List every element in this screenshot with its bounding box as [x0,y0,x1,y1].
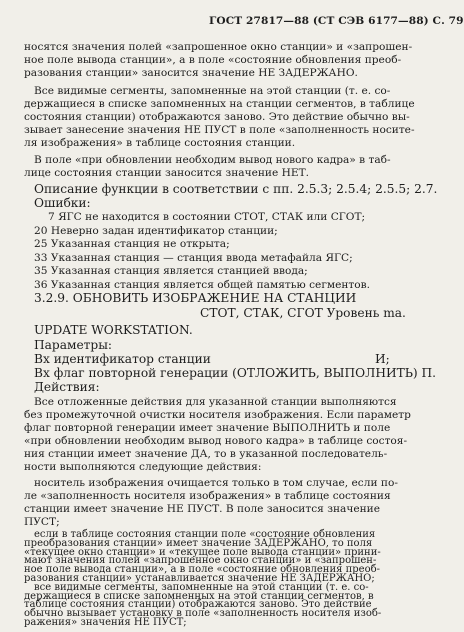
text-line: все видимые сегменты, запомненные на этой станции (т. е. со- [34,581,369,593]
text-line: ле «заполненность носителя изображения» в таблице состояния [24,490,391,502]
error-item: 20 Неверно задан идентификатор станции; [34,225,278,237]
text-line: Описание функции в соответствии с пп. 2.5.3; 2.5.4; 2.5.5; 2.7. [34,182,438,196]
text-line: обычно вызывает установку в поле «заполненность носителя изоб- [24,608,382,620]
text-line: «при обновлении необходим вывод нового кадра» в таблице состоя- [24,435,408,447]
text-line: мают значения полей «запрошенное окно станции» и «запрошен- [24,555,377,567]
text-line: В поле «при обновлении необходим вывод нового кадра» в таб- [34,154,391,166]
text-line: зывает занесение значения НЕ ПУСТ в поле «заполненность носите- [24,124,415,136]
error-item: 25 Указанная станция не открыта; [34,238,230,250]
text-line: ПУСТ; [24,516,60,528]
text-line: ности выполняются следующие действия: [24,461,262,473]
text-line: состояния станции) отображаются заново. Это действие обычно вы- [24,111,410,123]
parameter-line: Вх флаг повторной генерации (ОТЛОЖИТЬ, ВЫПОЛНИТЬ) П. [34,366,437,380]
section-states: СТОТ, СТАК, СГОТ Уровень ma. [200,306,406,320]
error-item: 35 Указанная станция является станцией ввода; [34,265,308,277]
text-line: флаг повторной генерации имеет значение ВЫПОЛНИТЬ и поле [24,422,391,434]
text-line: разования станции» устанавливается значение НЕ ЗАДЕРЖАНО; [24,573,375,584]
text-line: носятся значения полей «запрошенное окно станции» и «запрошен- [24,41,413,53]
text-line: если в таблице состояния станции поле «состояние обновления [34,529,376,540]
text-line: держащиеся в списке запомненных на станции сегментов, в таблице [24,98,415,110]
text-line: разования станции» заносится значение НЕ ЗАДЕРЖАНО. [24,67,358,79]
parameter-line: Вх идентификатор станции [34,352,211,366]
text-line: ное поле вывода станции», а в поле «состояние обновления преоб- [24,54,402,66]
text-line: без промежуточной очистки носителя изображения. Если параметр [24,409,411,421]
error-item: 36 Указанная станция является общей памятью сегментов. [34,279,371,291]
text-line: ля изображения» в таблице состояния станции. [24,137,296,149]
error-item: 7 ЯГС не находится в состоянии СТОТ, СТАК или СГОТ; [48,211,366,223]
section-heading: 3.2.9. ОБНОВИТЬ ИЗОБРАЖЕНИЕ НА СТАНЦИИ [34,291,357,305]
text-line: ния станции имеет значение ДА, то в указанной последователь- [24,448,388,460]
text-line: «текущее окно станции» и «текущее поле вывода станции» прини- [24,546,381,558]
parameter-type: И; [375,352,390,366]
error-item: 33 Указанная станция — станция ввода метафайла ЯГС; [34,252,353,264]
text-line: станции имеет значение НЕ ПУСТ. В поле заносится значение [24,503,381,515]
text-line: ное поле вывода станции», а в поле «состояние обновления преоб- [24,564,381,576]
text-line: держащиеся в списке запомненных на этой станции сегментов, в [24,590,374,602]
text-line: таблице состояния станции) отображаются заново. Это действие [24,599,372,611]
text-line: Ошибки: [34,196,91,210]
text-line: лице состояния станции заносится значение НЕТ. [24,167,310,179]
text-line: Действия: [34,380,100,394]
text-line: ражения» значения НЕ ПУСТ; [24,617,187,628]
section-heading-en: UPDATE WORKSTATION. [34,323,193,337]
text-line: Все видимые сегменты, запомненные на этой станции (т. е. со- [34,85,391,97]
text-line: преобразования станции» имеет значение ЗАДЕРЖАНО, то поля [24,537,373,549]
text-line: Все отложенные действия для указанной станции выполняются [34,396,397,408]
page-header: ГОСТ 27817—88 (СТ СЭВ 6177—88) С. 79 [209,15,464,27]
text-line: Параметры: [34,338,113,352]
text-line: носитель изображения очищается только в том случае, если по- [34,477,398,489]
